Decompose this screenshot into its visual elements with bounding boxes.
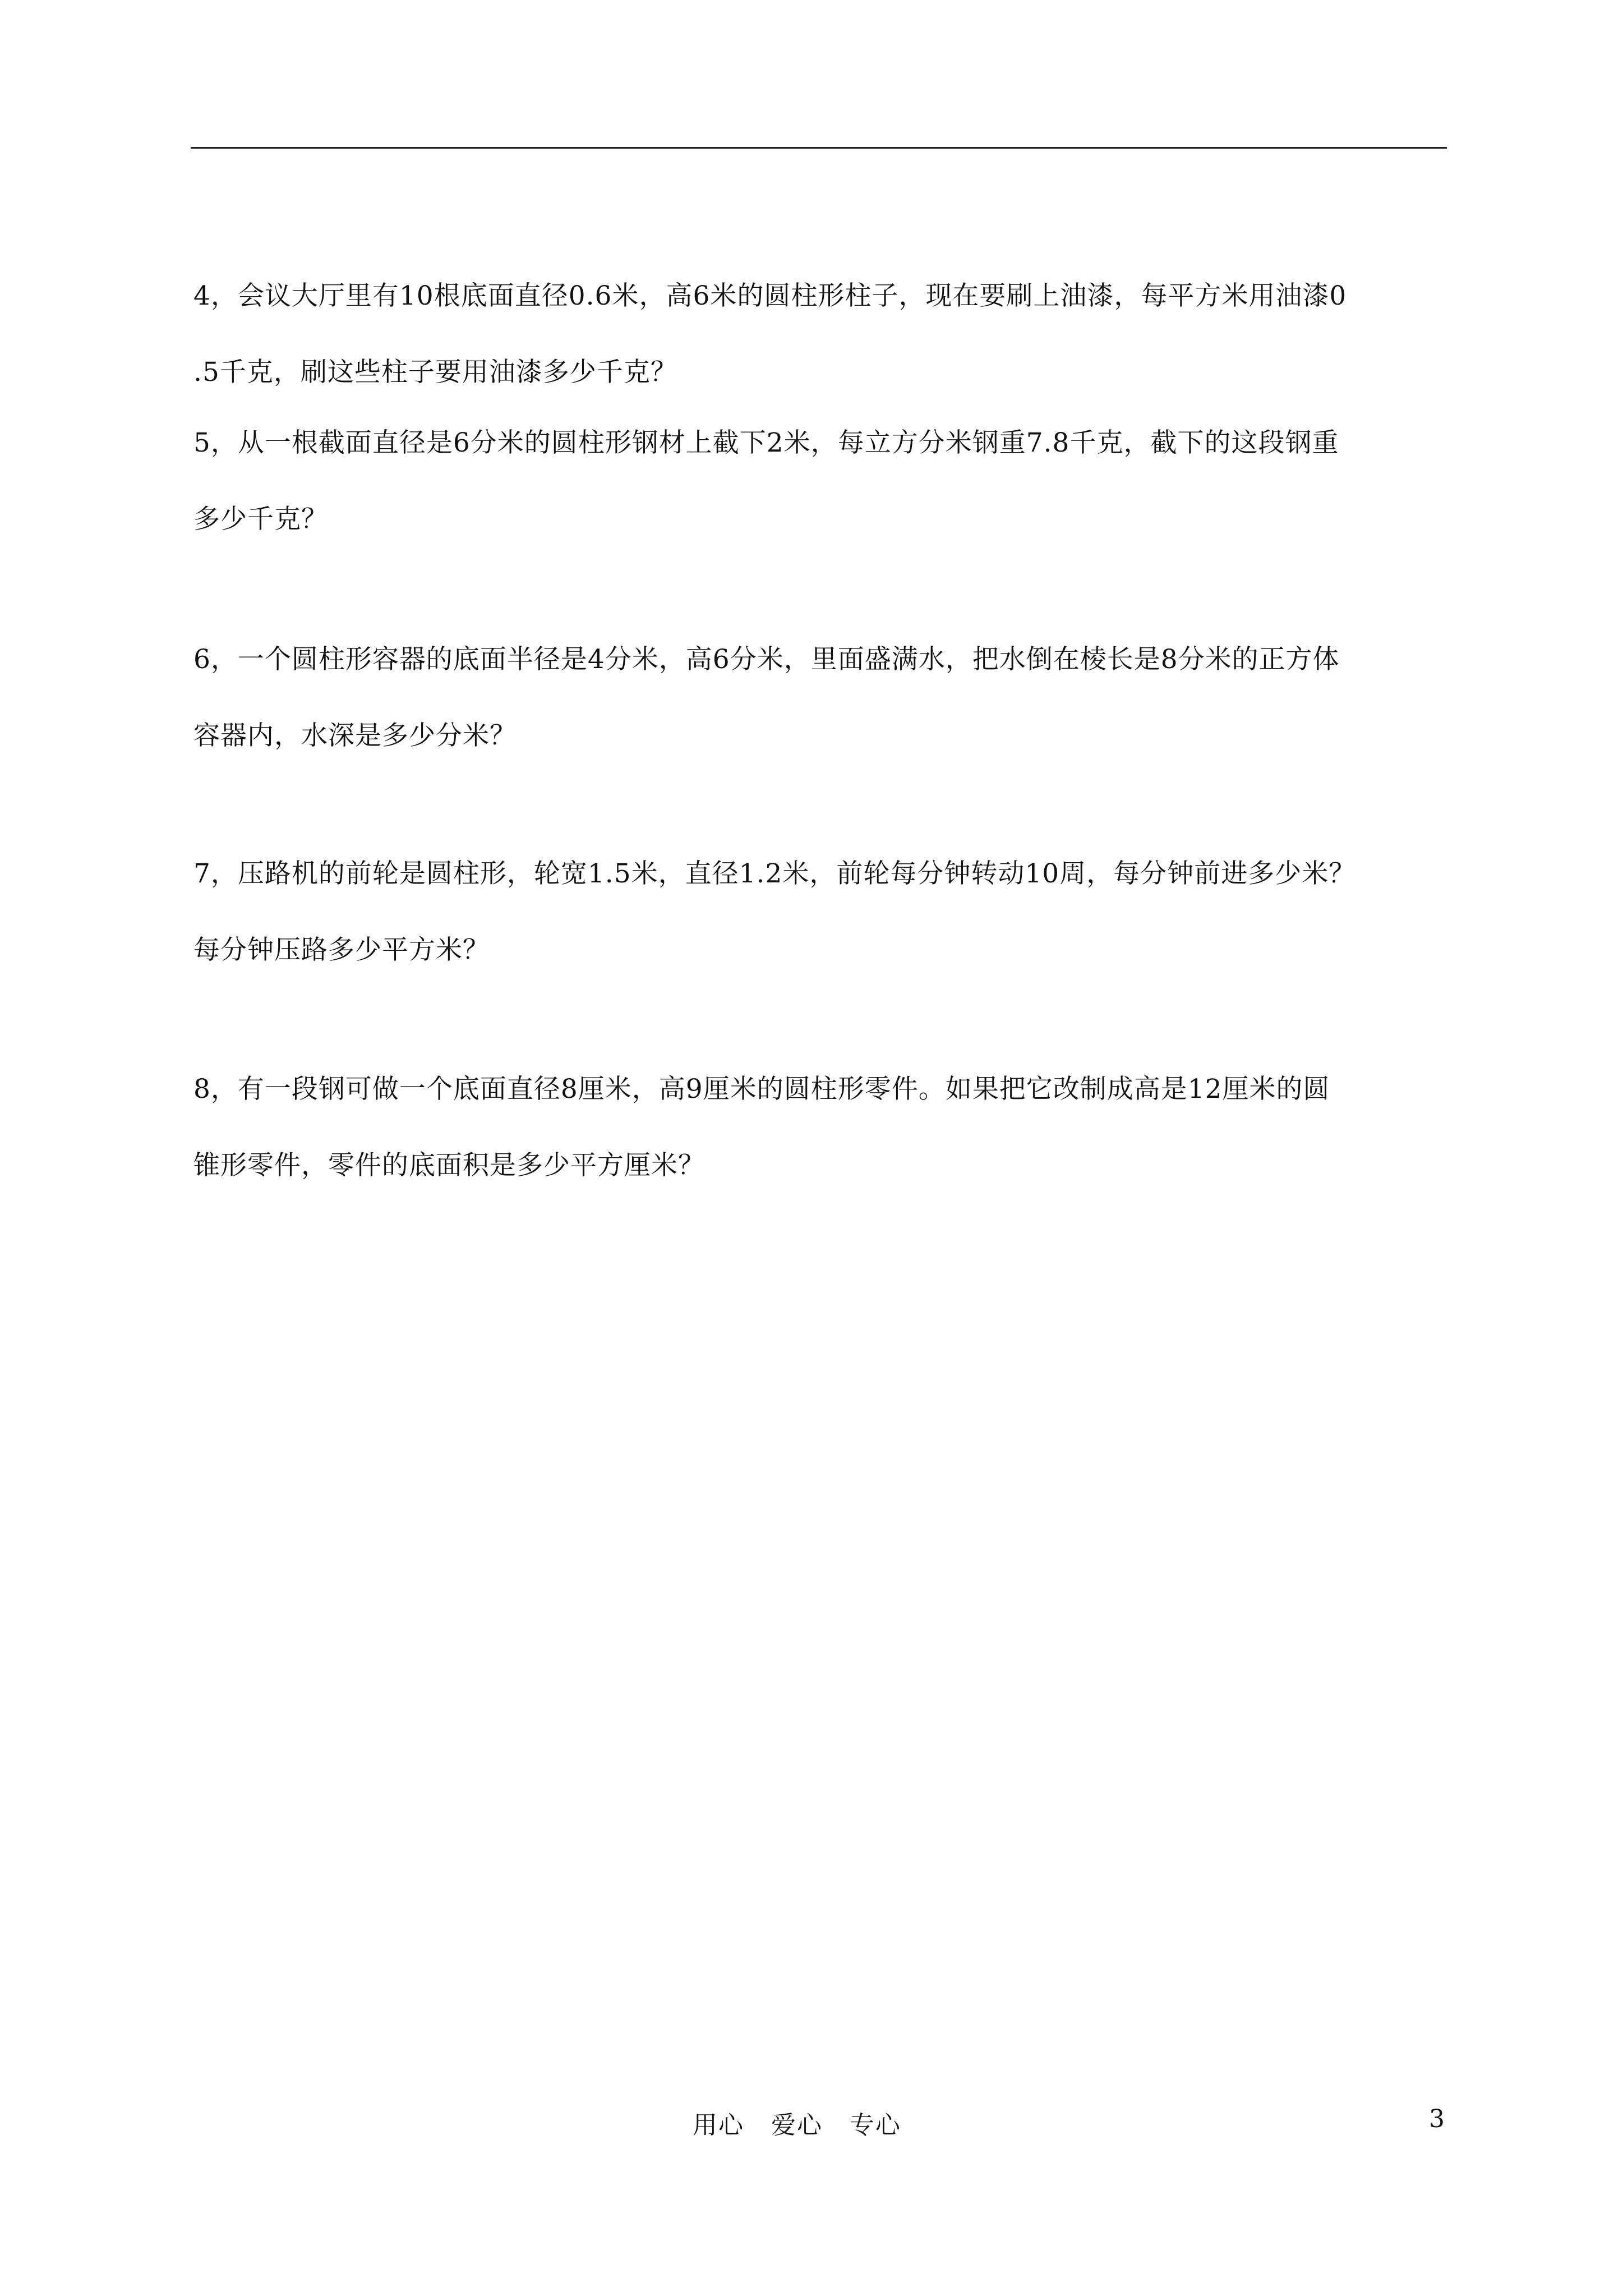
problem-4 — [193, 258, 1450, 411]
problem-4-line-1: 4，会议大厅里有10根底面直径0.6米，高6米的圆柱形柱子，现在要刷上油漆，每平方米用油漆0 — [193, 280, 1347, 311]
problem-4-line-2: .5千克，刷这些柱子要用油漆多少千克？ — [193, 357, 677, 388]
problem-8 — [193, 1051, 1450, 1204]
footer-motto: 用心 爱心 专心 — [693, 2111, 901, 2139]
problem-8-line-2: 锥形零件，零件的底面积是多少平方厘米？ — [193, 1150, 705, 1181]
page-number: 3 — [1429, 2105, 1445, 2133]
problem-8-line-1: 8，有一段钢可做一个底面直径8厘米，高9厘米的圆柱形零件。如果把它改制成高是12厘米的圆 — [193, 1074, 1330, 1105]
problem-6-line-2: 容器内，水深是多少分米？ — [193, 720, 517, 751]
problem-6 — [193, 622, 1450, 774]
header-rule — [191, 147, 1447, 149]
problem-7-line-1: 7，压路机的前轮是圆柱形，轮宽1.5米，直径1.2米，前轮每分钟转动10周，每分钟前进多少米？ — [193, 858, 1356, 889]
problem-5-line-2: 多少千克？ — [193, 504, 328, 535]
problem-7 — [193, 836, 1450, 988]
problem-5 — [193, 405, 1450, 558]
problem-5-line-1: 5，从一根截面直径是6分米的圆柱形钢材上截下2米，每立方分米钢重7.8千克，截下的这段钢重 — [193, 427, 1339, 458]
problem-6-line-1: 6，一个圆柱形容器的底面半径是4分米，高6分米，里面盛满水，把水倒在棱长是8分米的正方体 — [193, 644, 1340, 675]
problem-7-line-2: 每分钟压路多少平方米？ — [193, 935, 490, 965]
